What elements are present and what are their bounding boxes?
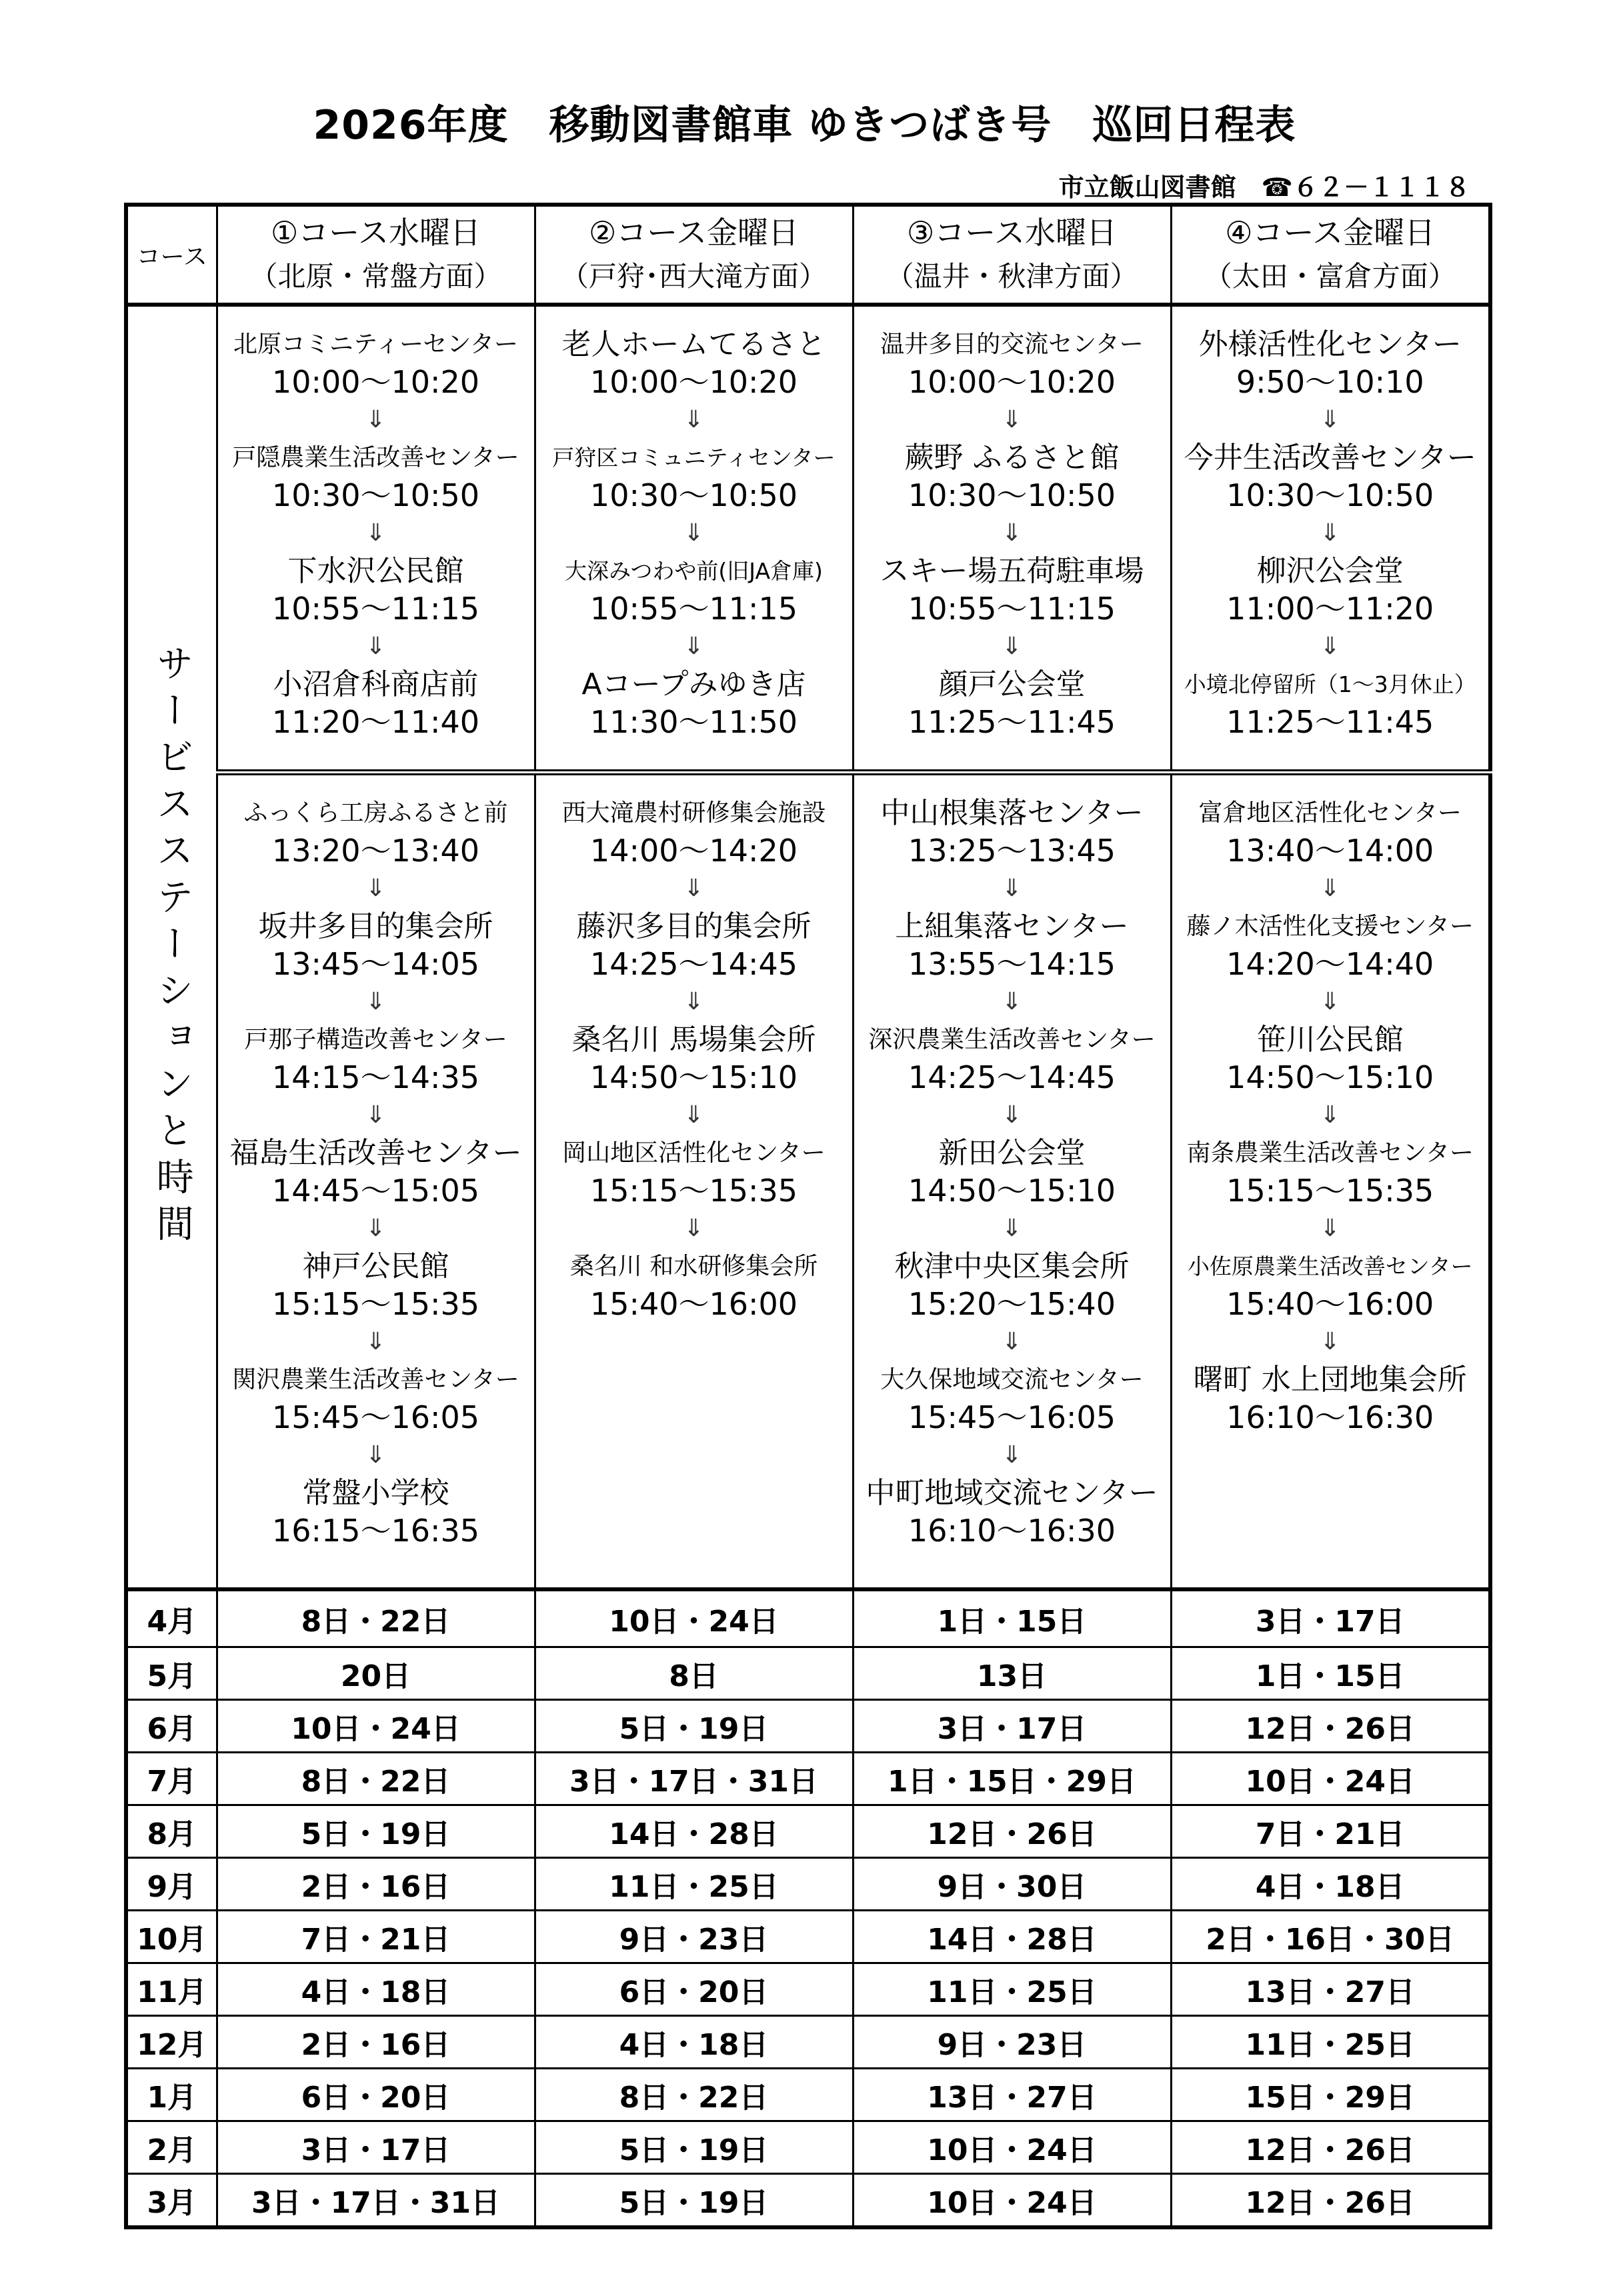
down-arrow-icon: ⇓	[365, 1101, 386, 1129]
station-time: 15:40～16:00	[589, 1286, 798, 1322]
station-name: ふっくら工房ふるさと前	[243, 799, 508, 827]
visit-dates: 4日・18日	[535, 2016, 853, 2069]
course-name: ①コース水曜日	[271, 215, 481, 251]
down-arrow-icon: ⇓	[1320, 1101, 1340, 1129]
month-row	[126, 2016, 1490, 2069]
station-time: 14:45～15:05	[271, 1173, 480, 1209]
station-name: 坂井多目的集会所	[258, 909, 493, 943]
visit-dates: 3日・17日・31日	[535, 1753, 853, 1805]
afternoon-stops-course-2	[535, 773, 853, 1590]
down-arrow-icon: ⇓	[1320, 633, 1340, 660]
down-arrow-icon: ⇓	[683, 988, 704, 1015]
down-arrow-icon: ⇓	[1002, 1101, 1022, 1129]
visit-dates: 1日・15日	[1171, 1647, 1490, 1700]
down-arrow-icon: ⇓	[365, 1441, 386, 1469]
station-time: 9:50～10:10	[1236, 364, 1424, 400]
station-time: 13:55～14:15	[908, 946, 1116, 982]
station-time: 14:15～14:35	[271, 1059, 480, 1095]
station-name: 蕨野 ふるさと館	[904, 441, 1120, 475]
visit-dates: 13日・27日	[1171, 1963, 1490, 2016]
station-time: 13:25～13:45	[908, 833, 1116, 869]
course-name: ③コース水曜日	[907, 215, 1117, 251]
station-time: 11:00～11:20	[1226, 591, 1434, 627]
station-time: 11:25～11:45	[1226, 704, 1434, 740]
station-time: 14:25～14:45	[908, 1059, 1116, 1095]
down-arrow-icon: ⇓	[1320, 1215, 1340, 1242]
visit-dates: 4日・18日	[217, 1963, 535, 2016]
down-arrow-icon: ⇓	[1320, 1328, 1340, 1355]
station-name: 曙町 水上団地集会所	[1193, 1363, 1467, 1397]
month-label: 12月	[126, 2016, 217, 2069]
station-time: 13:40～14:00	[1226, 833, 1434, 869]
course-name: ④コース金曜日	[1225, 215, 1436, 251]
station-time: 11:20～11:40	[271, 704, 480, 740]
month-label: 9月	[126, 1858, 217, 1911]
station-name: 常盤小学校	[302, 1476, 449, 1510]
page-title: 2026年度 移動図書館車 ゆきつばき号 巡回日程表	[313, 102, 1296, 149]
down-arrow-icon: ⇓	[365, 875, 386, 902]
sidebar-label: サービスステーションと時間	[150, 643, 194, 1251]
station-time: 10:30～10:50	[1226, 477, 1434, 513]
station-name: 福島生活改善センター	[229, 1136, 522, 1170]
station-name: 小境北停留所（1～3月休止）	[1184, 671, 1476, 697]
station-time: 16:15～16:35	[271, 1513, 480, 1549]
library-contact: 市立飯山図書館 ☎６２－１１１８	[1058, 173, 1470, 202]
down-arrow-icon: ⇓	[365, 519, 386, 547]
visit-dates: 2日・16日・30日	[1171, 1911, 1490, 1963]
month-row	[126, 2174, 1490, 2228]
station-time: 10:30～10:50	[589, 477, 798, 513]
station-name: 戸隠農業生活改善センター	[232, 444, 519, 471]
course-area: （太田・富倉方面）	[1204, 260, 1456, 293]
month-row	[126, 1753, 1490, 1805]
down-arrow-icon: ⇓	[365, 1328, 386, 1355]
station-name: 温井多目的交流センター	[880, 331, 1144, 358]
visit-dates: 14日・28日	[853, 1911, 1171, 1963]
station-sidebar	[126, 305, 217, 1589]
station-time: 13:45～14:05	[271, 946, 480, 982]
visit-dates: 12日・26日	[1171, 1700, 1490, 1753]
course-area: （戸狩･西大滝方面）	[560, 260, 827, 293]
schedule-table	[124, 203, 1492, 2229]
station-time: 11:25～11:45	[908, 704, 1116, 740]
station-time: 10:00～10:20	[271, 364, 480, 400]
visit-dates: 13日・27日	[853, 2069, 1171, 2121]
station-name: 上組集落センター	[895, 909, 1129, 943]
visit-dates: 9日・30日	[853, 1858, 1171, 1911]
down-arrow-icon: ⇓	[1002, 988, 1022, 1015]
down-arrow-icon: ⇓	[1002, 1215, 1022, 1242]
afternoon-stops-course-3	[853, 773, 1171, 1590]
down-arrow-icon: ⇓	[1002, 1441, 1022, 1469]
station-time: 14:50～15:10	[589, 1059, 798, 1095]
course-header-label: コース	[126, 205, 217, 305]
visit-dates: 10日・24日	[1171, 1753, 1490, 1805]
station-name: 中町地域交流センター	[866, 1476, 1158, 1510]
down-arrow-icon: ⇓	[1320, 406, 1340, 433]
visit-dates: 13日	[853, 1647, 1171, 1700]
station-time: 15:45～16:05	[271, 1399, 480, 1435]
course-header-1	[217, 205, 535, 305]
visit-dates: 5日・19日	[217, 1805, 535, 1858]
station-name: Aコープみゆき店	[581, 667, 806, 701]
month-row	[126, 1858, 1490, 1911]
station-name: 深沢農業生活改善センター	[868, 1026, 1156, 1053]
visit-dates: 2日・16日	[217, 1858, 535, 1911]
station-name: 小沼倉科商店前	[273, 667, 479, 701]
month-label: 5月	[126, 1647, 217, 1700]
down-arrow-icon: ⇓	[683, 1215, 704, 1242]
visit-dates: 11日・25日	[1171, 2016, 1490, 2069]
month-label: 7月	[126, 1753, 217, 1805]
station-name: 関沢農業生活改善センター	[232, 1366, 519, 1393]
visit-dates: 11日・25日	[853, 1963, 1171, 2016]
visit-dates: 12日・26日	[1171, 2121, 1490, 2174]
station-time: 10:30～10:50	[908, 477, 1116, 513]
station-name: 顔戸公会堂	[938, 667, 1086, 701]
course-header-4	[1171, 205, 1490, 305]
course-header-3	[853, 205, 1171, 305]
down-arrow-icon: ⇓	[1002, 875, 1022, 902]
down-arrow-icon: ⇓	[365, 1215, 386, 1242]
station-name: 外様活性化センター	[1198, 327, 1462, 361]
station-name: 中山根集落センター	[880, 796, 1144, 830]
down-arrow-icon: ⇓	[1002, 633, 1022, 660]
station-time: 10:55～11:15	[908, 591, 1116, 627]
station-time: 10:00～10:20	[908, 364, 1116, 400]
visit-dates: 5日・19日	[535, 2121, 853, 2174]
station-time: 10:55～11:15	[271, 591, 480, 627]
station-name: 西大滝農村研修集会施設	[561, 799, 826, 827]
visit-dates: 10日・24日	[217, 1700, 535, 1753]
down-arrow-icon: ⇓	[683, 633, 704, 660]
down-arrow-icon: ⇓	[683, 1101, 704, 1129]
visit-dates: 1日・15日	[853, 1589, 1171, 1647]
station-time: 11:30～11:50	[589, 704, 798, 740]
visit-dates: 7日・21日	[1171, 1805, 1490, 1858]
down-arrow-icon: ⇓	[365, 988, 386, 1015]
down-arrow-icon: ⇓	[1320, 519, 1340, 547]
month-row	[126, 2069, 1490, 2121]
station-name: 下水沢公民館	[287, 554, 464, 588]
station-time: 15:15～15:35	[589, 1173, 798, 1209]
visit-dates: 10日・24日	[535, 1589, 853, 1647]
month-row	[126, 1589, 1490, 1647]
station-time: 10:30～10:50	[271, 477, 480, 513]
station-name: スキー場五荷駐車場	[880, 554, 1144, 588]
month-row	[126, 1805, 1490, 1858]
visit-dates: 5日・19日	[535, 1700, 853, 1753]
station-name: 新田公会堂	[938, 1136, 1086, 1170]
station-name: 老人ホームてるさと	[561, 327, 826, 361]
afternoon-stops-course-4	[1171, 773, 1490, 1590]
month-label: 2月	[126, 2121, 217, 2174]
month-label: 6月	[126, 1700, 217, 1753]
visit-dates: 10日・24日	[853, 2174, 1171, 2228]
station-time: 15:20～15:40	[908, 1286, 1116, 1322]
month-label: 8月	[126, 1805, 217, 1858]
station-name: 笹川公民館	[1256, 1023, 1404, 1057]
down-arrow-icon: ⇓	[1320, 875, 1340, 902]
visit-dates: 8日・22日	[217, 1589, 535, 1647]
morning-stops-course-1	[217, 305, 535, 773]
visit-dates: 3日・17日	[217, 2121, 535, 2174]
station-time: 10:00～10:20	[589, 364, 798, 400]
station-name: 戸那子構造改善センター	[244, 1026, 507, 1053]
month-label: 1月	[126, 2069, 217, 2121]
station-name: 岡山地区活性化センター	[562, 1139, 826, 1167]
visit-dates: 9日・23日	[853, 2016, 1171, 2069]
station-time: 15:15～15:35	[271, 1286, 480, 1322]
station-time: 16:10～16:30	[1226, 1399, 1434, 1435]
station-name: 桑名川 馬場集会所	[571, 1023, 816, 1057]
morning-stops-course-3	[853, 305, 1171, 773]
station-time: 14:50～15:10	[908, 1173, 1116, 1209]
visit-dates: 4日・18日	[1171, 1858, 1490, 1911]
station-name: 富倉地区活性化センター	[1198, 799, 1462, 827]
month-row	[126, 1963, 1490, 2016]
month-label: 3月	[126, 2174, 217, 2228]
station-name: 神戸公民館	[302, 1249, 449, 1283]
station-time: 14:00～14:20	[589, 833, 798, 869]
visit-dates: 14日・28日	[535, 1805, 853, 1858]
station-time: 10:55～11:15	[589, 591, 798, 627]
station-name: 北原コミニティーセンター	[233, 331, 518, 358]
station-name: 桑名川 和水研修集会所	[569, 1253, 818, 1280]
visit-dates: 8日・22日	[535, 2069, 853, 2121]
month-label: 11月	[126, 1963, 217, 2016]
course-name: ②コース金曜日	[589, 215, 799, 251]
down-arrow-icon: ⇓	[1002, 1328, 1022, 1355]
station-name: 大深みつわや前(旧JA倉庫)	[565, 558, 823, 584]
station-time: 15:40～16:00	[1226, 1286, 1434, 1322]
station-time: 15:45～16:05	[908, 1399, 1116, 1435]
station-time: 13:20～13:40	[271, 833, 480, 869]
visit-dates: 3日・17日	[853, 1700, 1171, 1753]
month-schedule	[126, 1589, 1490, 2227]
station-time: 14:20～14:40	[1226, 946, 1434, 982]
course-area: （温井・秋津方面）	[886, 260, 1138, 293]
visit-dates: 5日・19日	[535, 2174, 853, 2228]
morning-stops-course-4	[1171, 305, 1490, 773]
month-row	[126, 2121, 1490, 2174]
down-arrow-icon: ⇓	[1002, 406, 1022, 433]
station-time: 14:25～14:45	[589, 946, 798, 982]
visit-dates: 8日・22日	[217, 1753, 535, 1805]
visit-dates: 9日・23日	[535, 1911, 853, 1963]
visit-dates: 3日・17日・31日	[217, 2174, 535, 2228]
month-row	[126, 1647, 1490, 1700]
visit-dates: 7日・21日	[217, 1911, 535, 1963]
station-name: 南条農業生活改善センター	[1186, 1139, 1474, 1167]
down-arrow-icon: ⇓	[1002, 519, 1022, 547]
month-label: 4月	[126, 1589, 217, 1647]
station-name: 大久保地域交流センター	[880, 1366, 1144, 1393]
down-arrow-icon: ⇓	[365, 633, 386, 660]
visit-dates: 11日・25日	[535, 1858, 853, 1911]
station-name: 小佐原農業生活改善センター	[1187, 1253, 1473, 1279]
station-name: 今井生活改善センター	[1184, 441, 1476, 475]
down-arrow-icon: ⇓	[683, 875, 704, 902]
visit-dates: 6日・20日	[217, 2069, 535, 2121]
afternoon-stops-course-1	[217, 773, 535, 1590]
station-time: 14:50～15:10	[1226, 1059, 1434, 1095]
month-row	[126, 1700, 1490, 1753]
visit-dates: 10日・24日	[853, 2121, 1171, 2174]
station-name: 藤ノ木活性化支援センター	[1186, 913, 1474, 940]
station-name: 藤沢多目的集会所	[576, 909, 812, 943]
down-arrow-icon: ⇓	[1320, 988, 1340, 1015]
morning-stops-course-2	[535, 305, 853, 773]
visit-dates: 12日・26日	[1171, 2174, 1490, 2228]
month-row	[126, 1911, 1490, 1963]
visit-dates: 3日・17日	[1171, 1589, 1490, 1647]
visit-dates: 8日	[535, 1647, 853, 1700]
visit-dates: 20日	[217, 1647, 535, 1700]
station-name: 戸狩区コミュニティセンター	[552, 445, 836, 471]
visit-dates: 6日・20日	[535, 1963, 853, 2016]
visit-dates: 1日・15日・29日	[853, 1753, 1171, 1805]
course-area: （北原・常盤方面）	[249, 260, 502, 293]
station-time: 15:15～15:35	[1226, 1173, 1434, 1209]
down-arrow-icon: ⇓	[365, 406, 386, 433]
station-name: 柳沢公会堂	[1256, 554, 1404, 588]
station-time: 16:10～16:30	[908, 1513, 1116, 1549]
down-arrow-icon: ⇓	[683, 406, 704, 433]
visit-dates: 12日・26日	[853, 1805, 1171, 1858]
visit-dates: 2日・16日	[217, 2016, 535, 2069]
course-header-2	[535, 205, 853, 305]
visit-dates: 15日・29日	[1171, 2069, 1490, 2121]
month-label: 10月	[126, 1911, 217, 1963]
station-name: 秋津中央区集会所	[894, 1249, 1130, 1283]
down-arrow-icon: ⇓	[683, 519, 704, 547]
